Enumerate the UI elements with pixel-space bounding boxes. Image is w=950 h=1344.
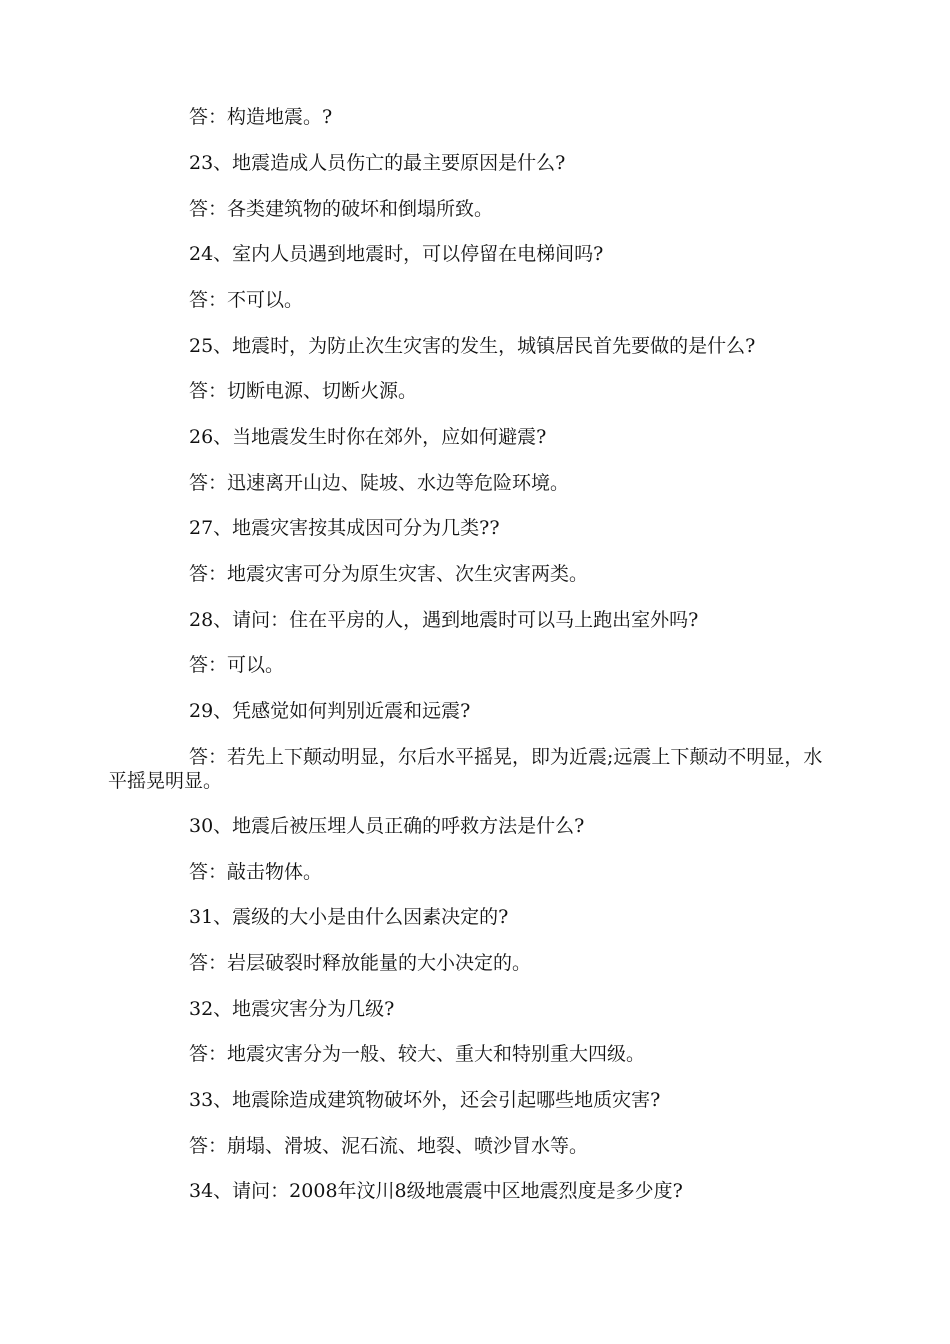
question-line: 26、当地震发生时你在郊外，应如何避震?: [189, 426, 547, 448]
answer-line: 答：崩塌、滑坡、泥石流、地裂、喷沙冒水等。: [189, 1135, 589, 1157]
answer-line: 答：可以。: [189, 654, 285, 676]
answer-line: 答：敲击物体。: [189, 861, 323, 883]
question-line: 24、室内人员遇到地震时，可以停留在电梯间吗?: [189, 243, 604, 265]
answer-line: 答：切断电源、切断火源。: [189, 380, 418, 402]
question-line: 27、地震灾害按其成因可分为几类??: [189, 517, 500, 539]
question-line: 30、地震后被压埋人员正确的呼救方法是什么?: [189, 815, 585, 837]
answer-line: 答：迅速离开山边、陡坡、水边等危险环境。: [189, 472, 570, 494]
answer-line: 答：地震灾害分为一般、较大、重大和特别重大四级。: [189, 1043, 646, 1065]
question-line: 33、地震除造成建筑物破坏外，还会引起哪些地质灾害?: [189, 1089, 661, 1111]
answer-line: 答：若先上下颠动明显，尔后水平摇晃，即为近震;远震上下颠动不明显，水平摇晃明显。: [108, 746, 823, 792]
question-line: 28、请问：住在平房的人，遇到地震时可以马上跑出室外吗?: [189, 609, 699, 631]
question-line: 25、地震时，为防止次生灾害的发生，城镇居民首先要做的是什么?: [189, 335, 756, 357]
question-line: 29、凭感觉如何判别近震和远震?: [189, 700, 471, 722]
question-line: 32、地震灾害分为几级?: [189, 998, 395, 1020]
question-line: 31、震级的大小是由什么因素决定的?: [189, 906, 509, 928]
question-line: 23、地震造成人员伤亡的最主要原因是什么?: [189, 152, 566, 174]
answer-line: 答：地震灾害可分为原生灾害、次生灾害两类。: [189, 563, 589, 585]
answer-line: 答：不可以。: [189, 289, 304, 311]
answer-line: 答：各类建筑物的破坏和倒塌所致。: [189, 198, 494, 220]
answer-line: 答：构造地震。?: [189, 106, 333, 128]
answer-line: 答：岩层破裂时释放能量的大小决定的。: [189, 952, 532, 974]
question-line: 34、请问：2008年汶川8级地震震中区地震烈度是多少度?: [189, 1180, 683, 1202]
